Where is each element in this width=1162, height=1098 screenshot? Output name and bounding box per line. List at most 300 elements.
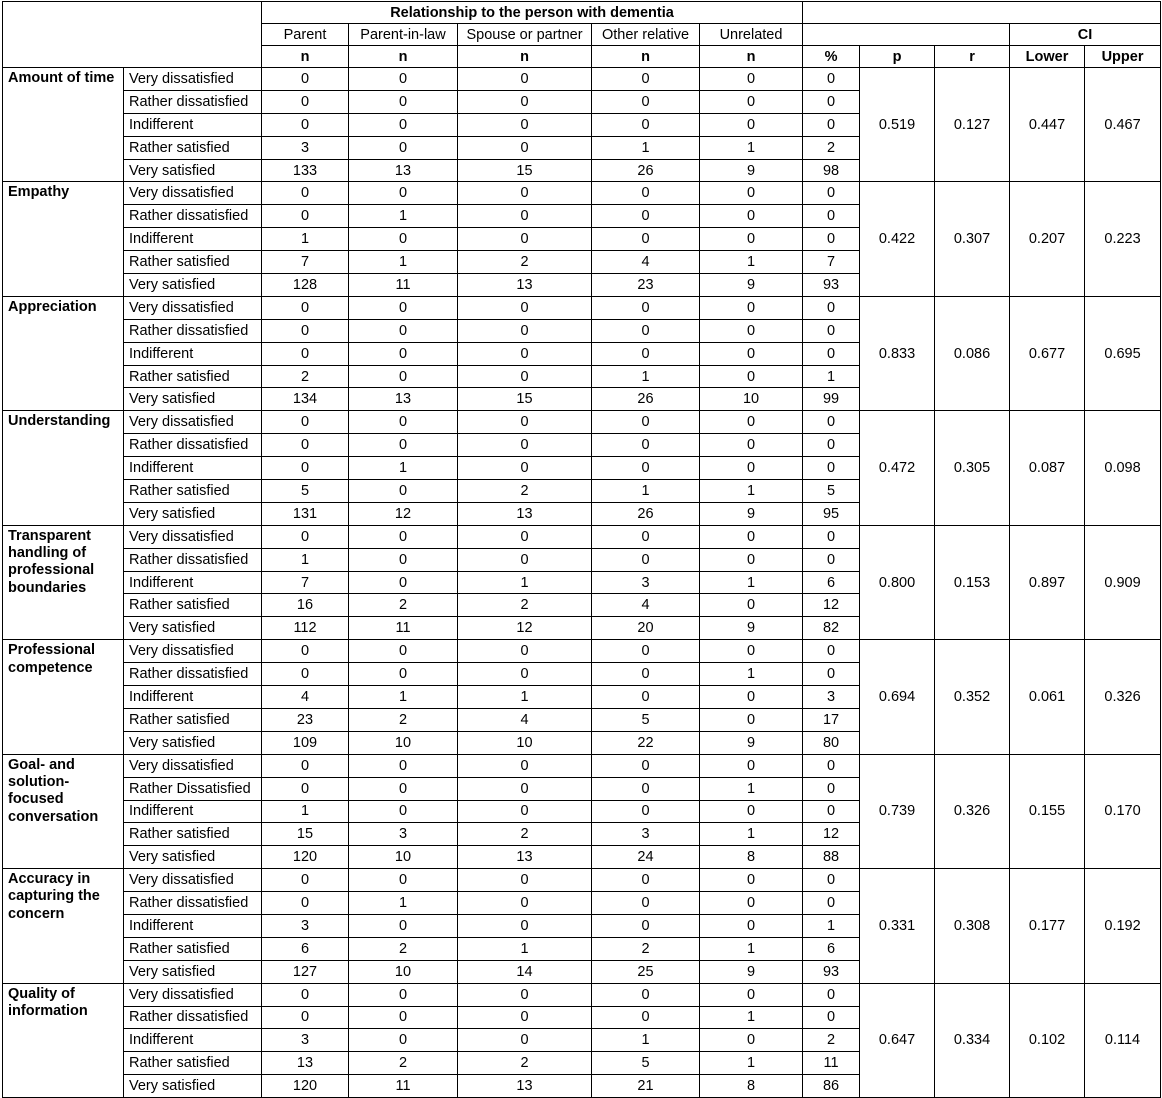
- other-relative-count: 0: [592, 983, 700, 1006]
- parent-in-law-count: 0: [349, 365, 458, 388]
- response-label: Rather dissatisfied: [124, 434, 262, 457]
- parent-in-law-count: 10: [349, 960, 458, 983]
- response-label: Rather dissatisfied: [124, 1006, 262, 1029]
- parent-count: 3: [262, 136, 349, 159]
- p-value: 0.800: [860, 525, 935, 639]
- parent-in-law-count: 0: [349, 319, 458, 342]
- response-label: Rather satisfied: [124, 251, 262, 274]
- item-label: Quality of information: [3, 983, 124, 1097]
- spouse-count: 0: [458, 869, 592, 892]
- response-label: Indifferent: [124, 113, 262, 136]
- parent-count: 16: [262, 594, 349, 617]
- percent-cell: 6: [803, 571, 860, 594]
- percent-cell: 0: [803, 983, 860, 1006]
- other-relative-count: 0: [592, 296, 700, 319]
- spouse-count: 0: [458, 319, 592, 342]
- response-label: Rather dissatisfied: [124, 892, 262, 915]
- other-relative-count: 5: [592, 1052, 700, 1075]
- unrelated-count: 8: [700, 846, 803, 869]
- spouse-count: 0: [458, 205, 592, 228]
- column-header-parent-in-law: Parent-in-law: [349, 24, 458, 46]
- percent-cell: 17: [803, 708, 860, 731]
- response-label: Very dissatisfied: [124, 182, 262, 205]
- ci-lower: 0.897: [1010, 525, 1085, 639]
- response-label: Very dissatisfied: [124, 68, 262, 91]
- parent-count: 0: [262, 892, 349, 915]
- spouse-count: 2: [458, 1052, 592, 1075]
- response-label: Indifferent: [124, 686, 262, 709]
- parent-in-law-count: 12: [349, 502, 458, 525]
- empty-header-cell: [803, 2, 1161, 24]
- percent-cell: 12: [803, 823, 860, 846]
- spouse-count: 0: [458, 113, 592, 136]
- other-relative-count: 0: [592, 90, 700, 113]
- percent-cell: 5: [803, 480, 860, 503]
- other-relative-count: 1: [592, 480, 700, 503]
- percent-cell: 0: [803, 754, 860, 777]
- unrelated-count: 9: [700, 274, 803, 297]
- parent-count: 7: [262, 571, 349, 594]
- parent-in-law-count: 1: [349, 205, 458, 228]
- unrelated-count: 9: [700, 502, 803, 525]
- other-relative-count: 0: [592, 434, 700, 457]
- other-relative-count: 25: [592, 960, 700, 983]
- response-label: Rather satisfied: [124, 937, 262, 960]
- parent-count: 133: [262, 159, 349, 182]
- parent-in-law-count: 0: [349, 113, 458, 136]
- parent-in-law-count: 10: [349, 846, 458, 869]
- percent-cell: 95: [803, 502, 860, 525]
- parent-count: 0: [262, 411, 349, 434]
- other-relative-count: 0: [592, 754, 700, 777]
- unrelated-count: 0: [700, 457, 803, 480]
- spouse-count: 0: [458, 1029, 592, 1052]
- percent-cell: 0: [803, 525, 860, 548]
- unrelated-count: 0: [700, 640, 803, 663]
- response-label: Very dissatisfied: [124, 411, 262, 434]
- spouse-count: 13: [458, 846, 592, 869]
- ci-lower: 0.177: [1010, 869, 1085, 983]
- r-value: 0.153: [935, 525, 1010, 639]
- other-relative-count: 0: [592, 663, 700, 686]
- percent-cell: 1: [803, 914, 860, 937]
- spouse-count: 2: [458, 594, 592, 617]
- spouse-count: 0: [458, 182, 592, 205]
- parent-count: 6: [262, 937, 349, 960]
- other-relative-count: 4: [592, 594, 700, 617]
- response-label: Very dissatisfied: [124, 754, 262, 777]
- response-label: Very satisfied: [124, 731, 262, 754]
- column-header-spouse: Spouse or partner: [458, 24, 592, 46]
- response-label: Very dissatisfied: [124, 640, 262, 663]
- response-label: Rather Dissatisfied: [124, 777, 262, 800]
- percent-cell: 0: [803, 68, 860, 91]
- item-label: Empathy: [3, 182, 124, 296]
- parent-in-law-count: 0: [349, 480, 458, 503]
- parent-count: 134: [262, 388, 349, 411]
- parent-in-law-count: 13: [349, 159, 458, 182]
- parent-count: 0: [262, 983, 349, 1006]
- ci-lower: 0.102: [1010, 983, 1085, 1097]
- parent-count: 0: [262, 640, 349, 663]
- unit-header-ci-upper: Upper: [1085, 46, 1161, 68]
- spouse-count: 2: [458, 251, 592, 274]
- response-label: Very satisfied: [124, 159, 262, 182]
- parent-in-law-count: 11: [349, 274, 458, 297]
- p-value: 0.739: [860, 754, 935, 868]
- percent-cell: 0: [803, 869, 860, 892]
- other-relative-count: 0: [592, 457, 700, 480]
- percent-cell: 1: [803, 365, 860, 388]
- unrelated-count: 0: [700, 525, 803, 548]
- parent-in-law-count: 0: [349, 296, 458, 319]
- parent-count: 127: [262, 960, 349, 983]
- parent-count: 131: [262, 502, 349, 525]
- ci-header: CI: [1010, 24, 1161, 46]
- ci-upper: 0.170: [1085, 754, 1161, 868]
- other-relative-count: 4: [592, 251, 700, 274]
- unrelated-count: 1: [700, 1052, 803, 1075]
- percent-cell: 2: [803, 136, 860, 159]
- response-label: Indifferent: [124, 457, 262, 480]
- spouse-count: 13: [458, 274, 592, 297]
- unrelated-count: 0: [700, 914, 803, 937]
- response-label: Very satisfied: [124, 502, 262, 525]
- parent-in-law-count: 0: [349, 983, 458, 1006]
- other-relative-count: 0: [592, 342, 700, 365]
- unrelated-count: 9: [700, 960, 803, 983]
- unrelated-count: 0: [700, 113, 803, 136]
- parent-count: 0: [262, 342, 349, 365]
- p-value: 0.647: [860, 983, 935, 1097]
- parent-in-law-count: 1: [349, 686, 458, 709]
- r-value: 0.305: [935, 411, 1010, 525]
- unrelated-count: 0: [700, 319, 803, 342]
- r-value: 0.334: [935, 983, 1010, 1097]
- unrelated-count: 1: [700, 571, 803, 594]
- spouse-count: 0: [458, 663, 592, 686]
- unit-header-r: r: [935, 46, 1010, 68]
- parent-in-law-count: 11: [349, 1075, 458, 1098]
- percent-cell: 12: [803, 594, 860, 617]
- parent-in-law-count: 0: [349, 800, 458, 823]
- other-relative-count: 21: [592, 1075, 700, 1098]
- response-label: Very dissatisfied: [124, 983, 262, 1006]
- spouse-count: 0: [458, 342, 592, 365]
- response-label: Very dissatisfied: [124, 296, 262, 319]
- other-relative-count: 0: [592, 113, 700, 136]
- unrelated-count: 10: [700, 388, 803, 411]
- percent-cell: 0: [803, 182, 860, 205]
- unit-header-percent: %: [803, 46, 860, 68]
- other-relative-count: 0: [592, 228, 700, 251]
- percent-cell: 0: [803, 457, 860, 480]
- p-value: 0.519: [860, 68, 935, 182]
- parent-in-law-count: 0: [349, 525, 458, 548]
- percent-cell: 99: [803, 388, 860, 411]
- other-relative-count: 23: [592, 274, 700, 297]
- response-label: Rather dissatisfied: [124, 663, 262, 686]
- table-row: [3, 68, 1161, 91]
- unrelated-count: 1: [700, 823, 803, 846]
- other-relative-count: 0: [592, 800, 700, 823]
- table-row: [3, 182, 1161, 205]
- other-relative-count: 5: [592, 708, 700, 731]
- spouse-count: 14: [458, 960, 592, 983]
- percent-cell: 0: [803, 113, 860, 136]
- percent-cell: 82: [803, 617, 860, 640]
- parent-count: 128: [262, 274, 349, 297]
- r-value: 0.086: [935, 296, 1010, 410]
- percent-cell: 93: [803, 960, 860, 983]
- percent-cell: 80: [803, 731, 860, 754]
- spouse-count: 0: [458, 983, 592, 1006]
- unrelated-count: 9: [700, 617, 803, 640]
- ci-upper: 0.192: [1085, 869, 1161, 983]
- parent-in-law-count: 2: [349, 708, 458, 731]
- unrelated-count: 1: [700, 136, 803, 159]
- unrelated-count: 8: [700, 1075, 803, 1098]
- other-relative-count: 26: [592, 388, 700, 411]
- unrelated-count: 0: [700, 342, 803, 365]
- response-label: Rather satisfied: [124, 1052, 262, 1075]
- parent-count: 5: [262, 480, 349, 503]
- parent-count: 0: [262, 869, 349, 892]
- ci-upper: 0.098: [1085, 411, 1161, 525]
- response-label: Indifferent: [124, 228, 262, 251]
- unit-header-n: n: [349, 46, 458, 68]
- parent-count: 3: [262, 1029, 349, 1052]
- other-relative-count: 0: [592, 205, 700, 228]
- item-label: Professional competence: [3, 640, 124, 754]
- unrelated-count: 0: [700, 205, 803, 228]
- unit-header-p: p: [860, 46, 935, 68]
- spouse-count: 0: [458, 90, 592, 113]
- column-header-parent: Parent: [262, 24, 349, 46]
- percent-cell: 0: [803, 1006, 860, 1029]
- spouse-count: 0: [458, 68, 592, 91]
- parent-count: 13: [262, 1052, 349, 1075]
- percent-cell: 0: [803, 548, 860, 571]
- response-label: Rather satisfied: [124, 480, 262, 503]
- column-header-unrelated: Unrelated: [700, 24, 803, 46]
- unrelated-count: 0: [700, 708, 803, 731]
- parent-count: 1: [262, 800, 349, 823]
- item-label: Appreciation: [3, 296, 124, 410]
- spouse-count: 15: [458, 159, 592, 182]
- parent-in-law-count: 0: [349, 777, 458, 800]
- p-value: 0.472: [860, 411, 935, 525]
- ci-lower: 0.207: [1010, 182, 1085, 296]
- percent-cell: 0: [803, 205, 860, 228]
- item-label: Understanding: [3, 411, 124, 525]
- r-value: 0.308: [935, 869, 1010, 983]
- parent-in-law-count: 2: [349, 594, 458, 617]
- ci-upper: 0.114: [1085, 983, 1161, 1097]
- spouse-count: 0: [458, 434, 592, 457]
- response-label: Indifferent: [124, 571, 262, 594]
- percent-cell: 0: [803, 800, 860, 823]
- percent-cell: 0: [803, 228, 860, 251]
- parent-count: 0: [262, 457, 349, 480]
- parent-count: 0: [262, 754, 349, 777]
- response-label: Very satisfied: [124, 1075, 262, 1098]
- parent-in-law-count: 2: [349, 1052, 458, 1075]
- ci-lower: 0.087: [1010, 411, 1085, 525]
- response-label: Rather satisfied: [124, 136, 262, 159]
- unrelated-count: 0: [700, 754, 803, 777]
- other-relative-count: 0: [592, 914, 700, 937]
- parent-count: 1: [262, 228, 349, 251]
- unrelated-count: 1: [700, 480, 803, 503]
- item-label: Goal- and solution-focused conversation: [3, 754, 124, 868]
- response-label: Indifferent: [124, 1029, 262, 1052]
- spouse-count: 2: [458, 480, 592, 503]
- spouse-count: 1: [458, 686, 592, 709]
- other-relative-count: 0: [592, 411, 700, 434]
- p-value: 0.694: [860, 640, 935, 754]
- other-relative-count: 0: [592, 182, 700, 205]
- header-row-group: [3, 2, 1161, 24]
- unrelated-count: 0: [700, 68, 803, 91]
- response-label: Rather satisfied: [124, 365, 262, 388]
- parent-count: 0: [262, 68, 349, 91]
- parent-count: 7: [262, 251, 349, 274]
- percent-cell: 93: [803, 274, 860, 297]
- response-label: Rather satisfied: [124, 823, 262, 846]
- unrelated-count: 1: [700, 663, 803, 686]
- unrelated-count: 0: [700, 800, 803, 823]
- other-relative-count: 1: [592, 1029, 700, 1052]
- other-relative-count: 0: [592, 525, 700, 548]
- spouse-count: 0: [458, 136, 592, 159]
- parent-count: 0: [262, 319, 349, 342]
- other-relative-count: 1: [592, 136, 700, 159]
- unrelated-count: 0: [700, 296, 803, 319]
- p-value: 0.331: [860, 869, 935, 983]
- other-relative-count: 3: [592, 823, 700, 846]
- other-relative-count: 3: [592, 571, 700, 594]
- table-row: [3, 640, 1161, 663]
- response-label: Indifferent: [124, 342, 262, 365]
- parent-count: 0: [262, 296, 349, 319]
- parent-in-law-count: 0: [349, 914, 458, 937]
- ci-lower: 0.677: [1010, 296, 1085, 410]
- percent-cell: 98: [803, 159, 860, 182]
- unrelated-count: 9: [700, 731, 803, 754]
- parent-count: 15: [262, 823, 349, 846]
- spouse-count: 0: [458, 914, 592, 937]
- spouse-count: 0: [458, 296, 592, 319]
- other-relative-count: 0: [592, 686, 700, 709]
- parent-count: 0: [262, 525, 349, 548]
- response-label: Indifferent: [124, 800, 262, 823]
- unrelated-count: 0: [700, 182, 803, 205]
- percent-cell: 0: [803, 434, 860, 457]
- parent-in-law-count: 0: [349, 548, 458, 571]
- parent-count: 4: [262, 686, 349, 709]
- spouse-count: 0: [458, 411, 592, 434]
- other-relative-count: 0: [592, 1006, 700, 1029]
- response-label: Rather satisfied: [124, 708, 262, 731]
- r-value: 0.307: [935, 182, 1010, 296]
- percent-cell: 0: [803, 342, 860, 365]
- parent-count: 0: [262, 113, 349, 136]
- unit-header-n: n: [700, 46, 803, 68]
- parent-in-law-count: 0: [349, 663, 458, 686]
- other-relative-count: 0: [592, 319, 700, 342]
- unrelated-count: 0: [700, 983, 803, 1006]
- spouse-count: 0: [458, 892, 592, 915]
- parent-in-law-count: 1: [349, 251, 458, 274]
- unrelated-count: 1: [700, 251, 803, 274]
- unrelated-count: 0: [700, 411, 803, 434]
- parent-count: 0: [262, 434, 349, 457]
- spouse-count: 0: [458, 754, 592, 777]
- parent-count: 0: [262, 205, 349, 228]
- percent-cell: 86: [803, 1075, 860, 1098]
- response-label: Very satisfied: [124, 388, 262, 411]
- other-relative-count: 0: [592, 640, 700, 663]
- r-value: 0.352: [935, 640, 1010, 754]
- other-relative-count: 0: [592, 548, 700, 571]
- p-value: 0.422: [860, 182, 935, 296]
- table-row: [3, 525, 1161, 548]
- parent-in-law-count: 0: [349, 411, 458, 434]
- parent-in-law-count: 0: [349, 342, 458, 365]
- unrelated-count: 1: [700, 937, 803, 960]
- parent-count: 2: [262, 365, 349, 388]
- spouse-count: 0: [458, 525, 592, 548]
- percent-cell: 0: [803, 90, 860, 113]
- parent-in-law-count: 0: [349, 571, 458, 594]
- spouse-count: 0: [458, 640, 592, 663]
- spouse-count: 15: [458, 388, 592, 411]
- ci-lower: 0.155: [1010, 754, 1085, 868]
- parent-count: 112: [262, 617, 349, 640]
- table-row: [3, 754, 1161, 777]
- response-label: Very satisfied: [124, 960, 262, 983]
- parent-count: 0: [262, 663, 349, 686]
- unrelated-count: 0: [700, 548, 803, 571]
- parent-in-law-count: 11: [349, 617, 458, 640]
- unrelated-count: 9: [700, 159, 803, 182]
- ci-upper: 0.223: [1085, 182, 1161, 296]
- spouse-count: 0: [458, 1006, 592, 1029]
- parent-in-law-count: 0: [349, 68, 458, 91]
- spouse-count: 0: [458, 800, 592, 823]
- other-relative-count: 1: [592, 365, 700, 388]
- column-header-other-relative: Other relative: [592, 24, 700, 46]
- ci-lower: 0.061: [1010, 640, 1085, 754]
- unit-header-ci-lower: Lower: [1010, 46, 1085, 68]
- spouse-count: 0: [458, 365, 592, 388]
- other-relative-count: 26: [592, 502, 700, 525]
- spouse-count: 10: [458, 731, 592, 754]
- unit-header-n: n: [592, 46, 700, 68]
- spouse-count: 1: [458, 571, 592, 594]
- ci-lower: 0.447: [1010, 68, 1085, 182]
- response-label: Very satisfied: [124, 617, 262, 640]
- parent-in-law-count: 1: [349, 457, 458, 480]
- relationship-group-header: Relationship to the person with dementia: [262, 2, 803, 24]
- unit-header-n: n: [262, 46, 349, 68]
- table-row: [3, 869, 1161, 892]
- percent-cell: 0: [803, 892, 860, 915]
- parent-count: 23: [262, 708, 349, 731]
- table-row: [3, 983, 1161, 1006]
- spouse-count: 12: [458, 617, 592, 640]
